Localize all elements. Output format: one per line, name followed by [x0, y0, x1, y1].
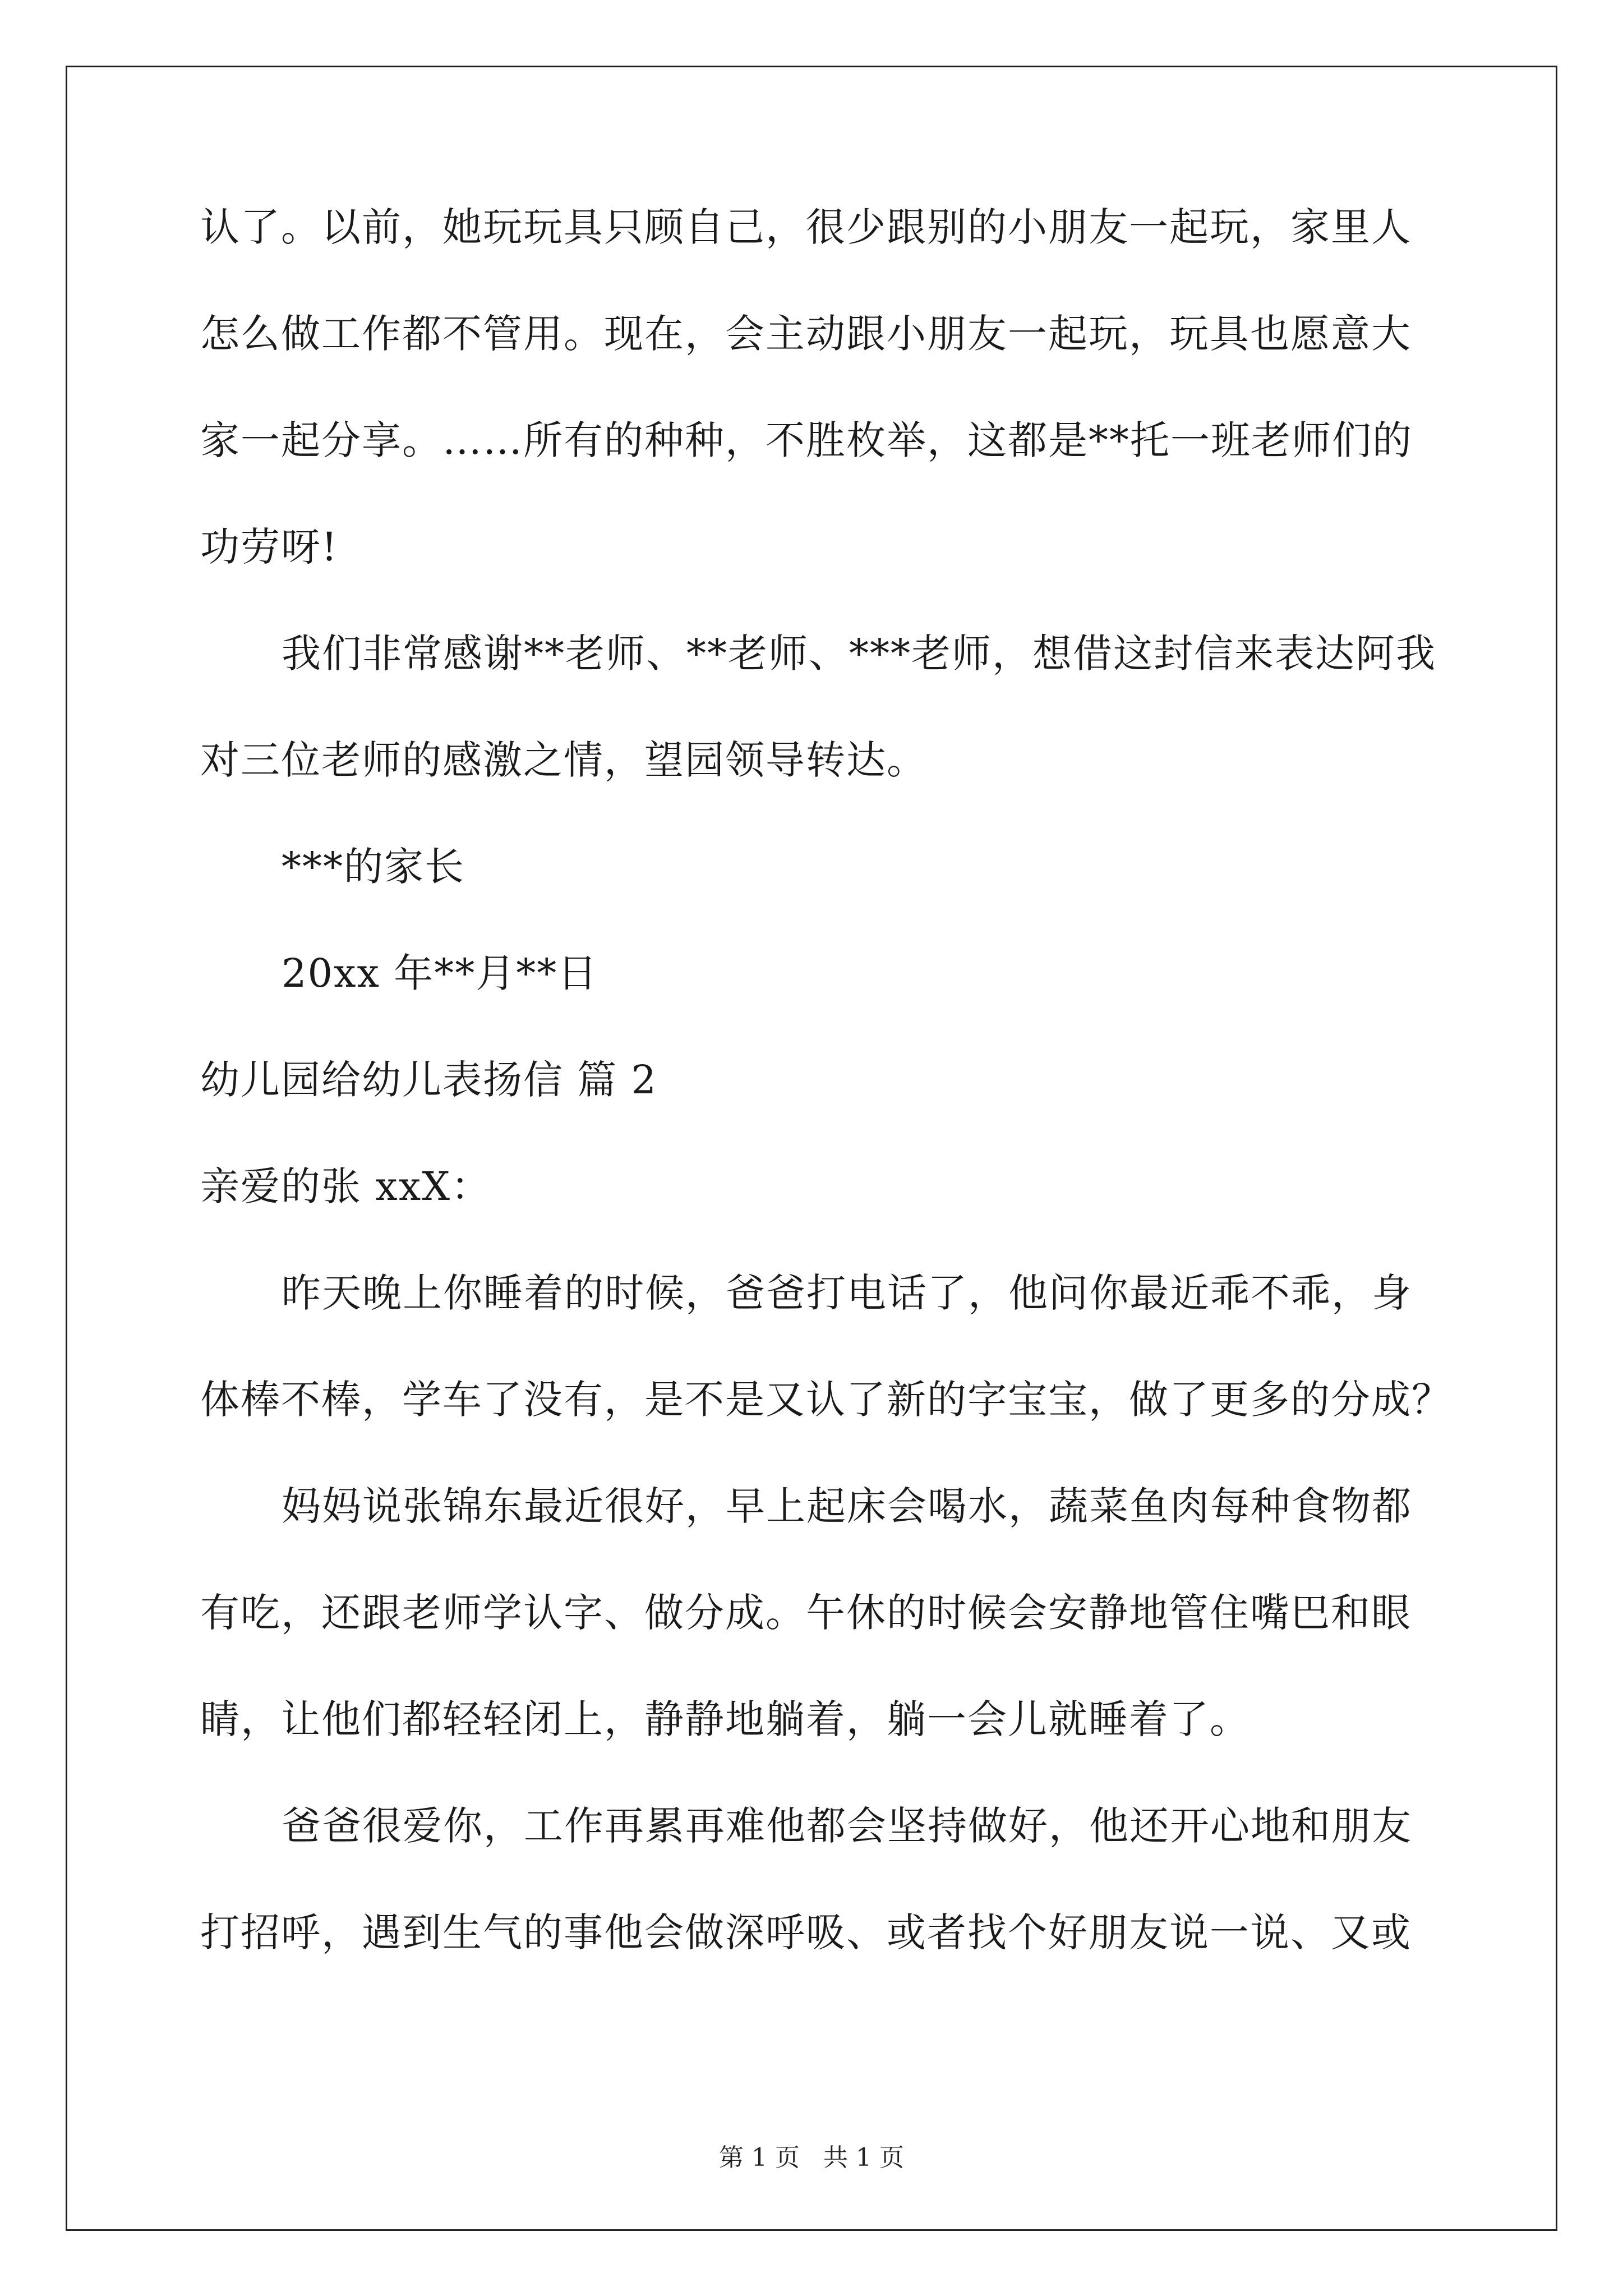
text-line: 打招呼，遇到生气的事他会做深呼吸、或者找个好朋友说一说、又或: [200, 1910, 1412, 1955]
page-footer: 第 1 页 共 1 页: [719, 2143, 904, 2172]
text-line: 对三位老师的感激之情，望园领导转达。: [200, 737, 927, 783]
signature-line: ***的家长: [282, 844, 465, 890]
text-line: 认了。以前，她玩玩具只顾自己，很少跟别的小朋友一起玩，家里人: [200, 204, 1412, 250]
text-line: 怎么做工作都不管用。现在，会主动跟小朋友一起玩，玩具也愿意大: [200, 311, 1412, 357]
salutation-line: 亲爱的张 xxX：: [200, 1163, 492, 1209]
text-line: 功劳呀!: [200, 524, 339, 570]
page-border: [66, 66, 1557, 2231]
text-line: 有吃，还跟老师学认字、做分成。午休的时候会安静地管住嘴巴和眼: [200, 1590, 1412, 1636]
paragraph-start-line: 我们非常感谢**老师、**老师、***老师，想借这封信来表达阿我: [282, 631, 1436, 677]
text-line: 睛，让他们都轻轻闭上，静静地躺着，躺一会儿就睡着了。: [200, 1696, 1250, 1742]
paragraph-start-line: 妈妈说张锦东最近很好，早上起床会喝水，蔬菜鱼肉每种食物都: [282, 1483, 1412, 1529]
paragraph-start-line: 爸爸很爱你，工作再累再难他都会坚持做好，他还开心地和朋友: [282, 1803, 1412, 1849]
text-line: 体棒不棒，学车了没有，是不是又认了新的字宝宝，做了更多的分成？: [200, 1377, 1452, 1423]
section-heading: 幼儿园给幼儿表扬信 篇 2: [200, 1057, 658, 1103]
paragraph-start-line: 昨天晚上你睡着的时候，爸爸打电话了，他问你最近乖不乖，身: [282, 1270, 1412, 1316]
date-line: 20xx 年**月**日: [282, 950, 598, 996]
text-line: 家一起分享。……所有的种种，不胜枚举，这都是**托一班老师们的: [200, 417, 1413, 463]
